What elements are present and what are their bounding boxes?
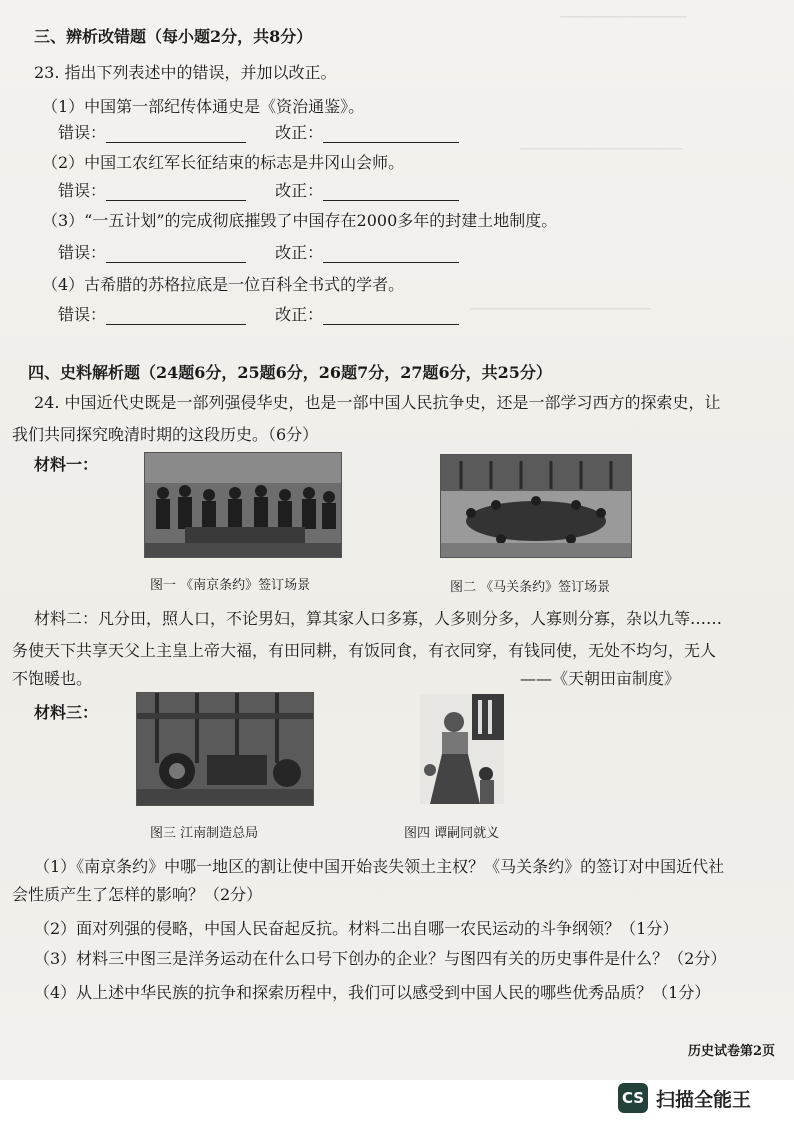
section4-heading: 四、史料解析题（24题6分，25题6分，26题7分，27题6分，共25分）	[28, 363, 552, 382]
fig4-image	[420, 694, 504, 804]
fig2-photo	[440, 454, 632, 558]
material2-line1: 材料二：凡分田，照人口，不论男妇，算其家人口多寡，人多则分多，人寡则分寡，杂以九等……	[34, 609, 723, 628]
q23-item-1: （1）中国第一部纪传体通史是《资治通鉴》。	[42, 97, 365, 116]
fix-label: 改正：	[275, 305, 324, 324]
error-label: 错误：	[58, 243, 107, 262]
page-number: 历史试卷第2页	[688, 1044, 776, 1059]
fix-label: 改正：	[275, 243, 324, 262]
q23-item-2: （2）中国工农红军长征结束的标志是井冈山会师。	[42, 153, 405, 172]
q24-sub1-line1: （1）《南京条约》中哪一地区的割让使中国开始丧失领土主权？《马关条约》的签订对中国近代社	[34, 857, 725, 876]
error-blank[interactable]	[106, 126, 246, 143]
fix-label: 改正：	[275, 181, 324, 200]
fig2-image	[441, 455, 631, 557]
fix-blank[interactable]	[323, 246, 459, 263]
fig4-photo	[420, 694, 504, 804]
material2-line3: 不饱暖也。	[12, 669, 93, 688]
q24-sub1-line2: 会性质产生了怎样的影响？（2分）	[12, 885, 263, 904]
section3-heading: 三、辨析改错题（每小题2分，共8分）	[34, 27, 313, 46]
q24-intro-line2: 我们共同探究晚清时期的这段历史。（6分）	[12, 425, 319, 444]
material1-label: 材料一：	[34, 455, 99, 474]
fig3-caption: 图三 江南制造总局	[150, 826, 259, 841]
fix-blank[interactable]	[323, 126, 459, 143]
q23-stem: 23. 指出下列表述中的错误，并加以改正。	[34, 63, 337, 82]
material2-source: ——《天朝田亩制度》	[520, 669, 681, 688]
q24-intro-line1: 24. 中国近代史既是一部列强侵华史，也是一部中国人民抗争史，还是一部学习西方的探索史，让	[34, 393, 721, 412]
fig1-image	[145, 453, 341, 557]
fig4-caption: 图四 谭嗣同就义	[404, 826, 500, 841]
camscanner-logo-icon: CS	[618, 1083, 648, 1113]
fix-label: 改正：	[275, 123, 324, 142]
answer-row-1	[58, 120, 459, 143]
error-blank[interactable]	[106, 246, 246, 263]
q23-item-4: （4）古希腊的苏格拉底是一位百科全书式的学者。	[42, 275, 405, 294]
error-blank[interactable]	[106, 184, 246, 201]
fig1-caption: 图一 《南京条约》签订场景	[150, 578, 311, 593]
q23-item-3: （3）“一五计划”的完成彻底摧毁了中国存在2000多年的封建土地制度。	[42, 211, 558, 230]
error-label: 错误：	[58, 123, 107, 142]
q24-sub4: （4）从上述中华民族的抗争和探索历程中，我们可以感受到中国人民的哪些优秀品质？（1分）	[34, 983, 711, 1002]
scanner-app-name: 扫描全能王	[656, 1089, 752, 1111]
fig1-photo	[144, 452, 342, 558]
material2-line2: 务使天下共享天父上主皇上帝大福，有田同耕，有饭同食，有衣同穿，有钱同使，无处不均匀，无人	[12, 641, 717, 660]
fig3-photo	[136, 692, 314, 806]
error-label: 错误：	[58, 181, 107, 200]
fig2-caption: 图二 《马关条约》签订场景	[450, 580, 611, 595]
q24-sub2: （2）面对列强的侵略，中国人民奋起反抗。材料二出自哪一农民运动的斗争纲领？（1分）	[34, 919, 679, 938]
answer-row-2	[58, 178, 459, 201]
fix-blank[interactable]	[323, 308, 459, 325]
fix-blank[interactable]	[323, 184, 459, 201]
material3-label: 材料三：	[34, 703, 99, 722]
fig3-image	[137, 693, 313, 805]
error-blank[interactable]	[106, 308, 246, 325]
answer-row-3	[58, 240, 459, 263]
answer-row-4	[58, 302, 459, 325]
error-label: 错误：	[58, 305, 107, 324]
q24-sub3: （3）材料三中图三是洋务运动在什么口号下创办的企业？与图四有关的历史事件是什么？（2分）	[34, 949, 727, 968]
